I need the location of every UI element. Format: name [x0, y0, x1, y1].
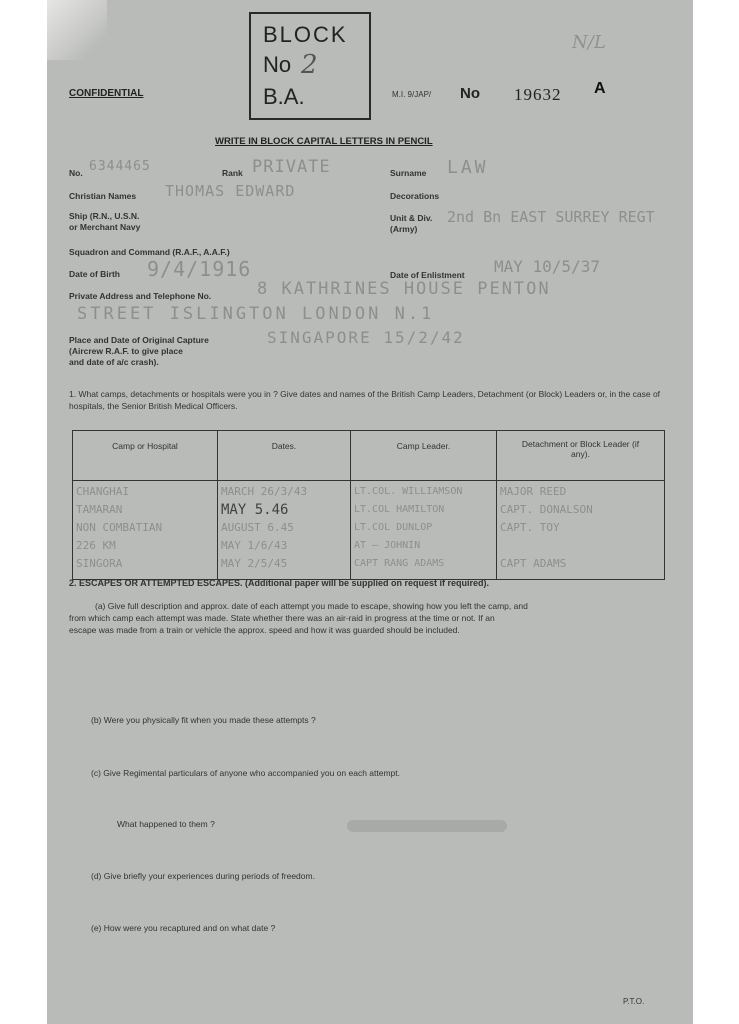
form-suffix: A [594, 80, 606, 97]
header-detachment-leader: Detachment or Block Leader (if any). [497, 431, 665, 481]
christian-names-label: Christian Names [69, 191, 137, 201]
detachment-entry: CAPT ADAMS [500, 557, 567, 570]
question-1: 1. What camps, detachments or hospitals were you in ? Give dates and names of the British Camp Leaders, Detachment (or Block) Leaders or, in the case of hospitals, the Senior British Medical Officers. [69, 389, 661, 411]
leader-entry: LT.COL HAMILTON [354, 504, 445, 515]
form-page [47, 0, 693, 1024]
date-entry: MAY 2/5/45 [221, 557, 288, 570]
question-2e: (e) How were you recaptured and on what date ? [91, 923, 276, 933]
header-camp-leader: Camp Leader. [351, 431, 497, 481]
enlistment-value: MAY 10/5/37 [494, 257, 600, 276]
detachment-entry [500, 537, 661, 555]
mi-reference: M.I. 9/JAP/ [392, 90, 432, 99]
question-2c: (c) Give Regimental particulars of anyone who accompanied you on each attempt. [91, 768, 400, 778]
stamp-handwritten-number: 2 [301, 50, 318, 80]
enlistment-label: Date of Enlistment [390, 270, 465, 280]
camp-entry: 226 KM [76, 539, 116, 552]
question-2-title: 2. ESCAPES OR ATTEMPTED ESCAPES. (Additional paper will be supplied on request if required). [69, 578, 490, 588]
stamp-line-block: BLOCK [263, 22, 348, 47]
dob-value: 9/4/1916 [147, 257, 252, 281]
capture-label-1: Place and Date of Original Capture [69, 335, 209, 345]
camp-entry: NON COMBATIAN [76, 521, 163, 534]
date-entry: AUGUST 6.45 [221, 521, 294, 534]
block-stamp [249, 12, 371, 120]
service-no-value: 6344465 [89, 159, 151, 174]
pencil-instruction: WRITE IN BLOCK CAPITAL LETTERS IN PENCIL [215, 136, 433, 147]
dob-label: Date of Birth [69, 269, 120, 279]
camp-entry: TAMARAN [76, 503, 123, 516]
rank-value: PRIVATE [252, 157, 331, 177]
unit-value: 2nd Bn EAST SURREY REGT [447, 208, 655, 226]
detachment-entry: CAPT. TOY [500, 521, 560, 534]
header-dates: Dates. [218, 431, 351, 481]
capture-value: SINGAPORE 15/2/42 [267, 328, 465, 347]
capture-label-2: (Aircrew R.A.F. to give place [69, 346, 183, 356]
address-label: Private Address and Telephone No. [69, 291, 212, 301]
table-header-row [73, 431, 665, 481]
pto-note: P.T.O. [623, 997, 645, 1006]
ship-label-2: or Merchant Navy [69, 222, 141, 232]
confidential-heading: CONFIDENTIAL [69, 88, 144, 99]
leader-entry: LT.COL. WILLIAMSON [354, 486, 463, 497]
form-no-label: No [460, 85, 480, 102]
ship-label-1: Ship (R.N., U.S.N. [69, 211, 140, 221]
detachment-entry: MAJOR REED [500, 485, 567, 498]
unit-label-2: (Army) [390, 224, 418, 234]
service-no-label: No. [69, 168, 83, 178]
stamp-line-ba: B.A. [263, 84, 305, 109]
unit-label-1: Unit & Div. [390, 213, 433, 223]
question-2d: (d) Give briefly your experiences during periods of freedom. [91, 871, 315, 881]
smudge [347, 820, 507, 832]
camp-leader-column [351, 481, 497, 580]
question-2a-line3: escape was made from a train or vehicle the approx. speed and how it was guarded should be included. [69, 625, 460, 635]
leader-entry: AT — JOHNIN [354, 540, 421, 551]
leader-entry: LT.COL DUNLOP [354, 522, 433, 533]
question-2c-sub: What happened to them ? [117, 819, 215, 829]
date-entry: MAY 1/6/43 [221, 539, 288, 552]
christian-names-value: THOMAS EDWARD [165, 182, 296, 200]
address-value-line2: STREET ISLINGTON LONDON N.1 [77, 304, 435, 324]
table-body-row [73, 481, 665, 580]
question-2a-line1: (a) Give full description and approx. date of each attempt you made to escape, showing how you left the camp, and [95, 601, 528, 611]
decorations-label: Decorations [390, 191, 440, 201]
header-camp: Camp or Hospital [73, 431, 218, 481]
detachment-leader-column [497, 481, 665, 580]
stamp-line-no: No [263, 52, 292, 77]
camps-table [72, 430, 665, 580]
camps-column [73, 481, 218, 580]
rank-label: Rank [222, 168, 243, 178]
detachment-entry: CAPT. DONALSON [500, 503, 593, 516]
corner-note: N/L [572, 32, 606, 53]
squadron-label: Squadron and Command (R.A.F., A.A.F.) [69, 247, 230, 257]
date-entry: MARCH 26/3/43 [221, 485, 308, 498]
capture-label-3: and date of a/c crash). [69, 357, 159, 367]
paper-fold [47, 0, 107, 60]
camp-entry: SINGORA [76, 557, 123, 570]
camp-entry: CHANGHAI [76, 485, 129, 498]
date-entry: MAY 5.46 [221, 502, 289, 518]
dates-column [218, 481, 351, 580]
address-value-line1: 8 KATHRINES HOUSE PENTON [257, 279, 551, 299]
question-2a-line2: from which camp each attempt was made. State whether there was an air-raid in progress at the time or not. If an [69, 613, 495, 623]
question-2b: (b) Were you physically fit when you made these attempts ? [91, 715, 316, 725]
surname-label: Surname [390, 168, 427, 178]
surname-value: LAW [447, 157, 489, 178]
leader-entry: CAPT RANG ADAMS [354, 558, 445, 569]
form-number: 19632 [514, 85, 562, 104]
